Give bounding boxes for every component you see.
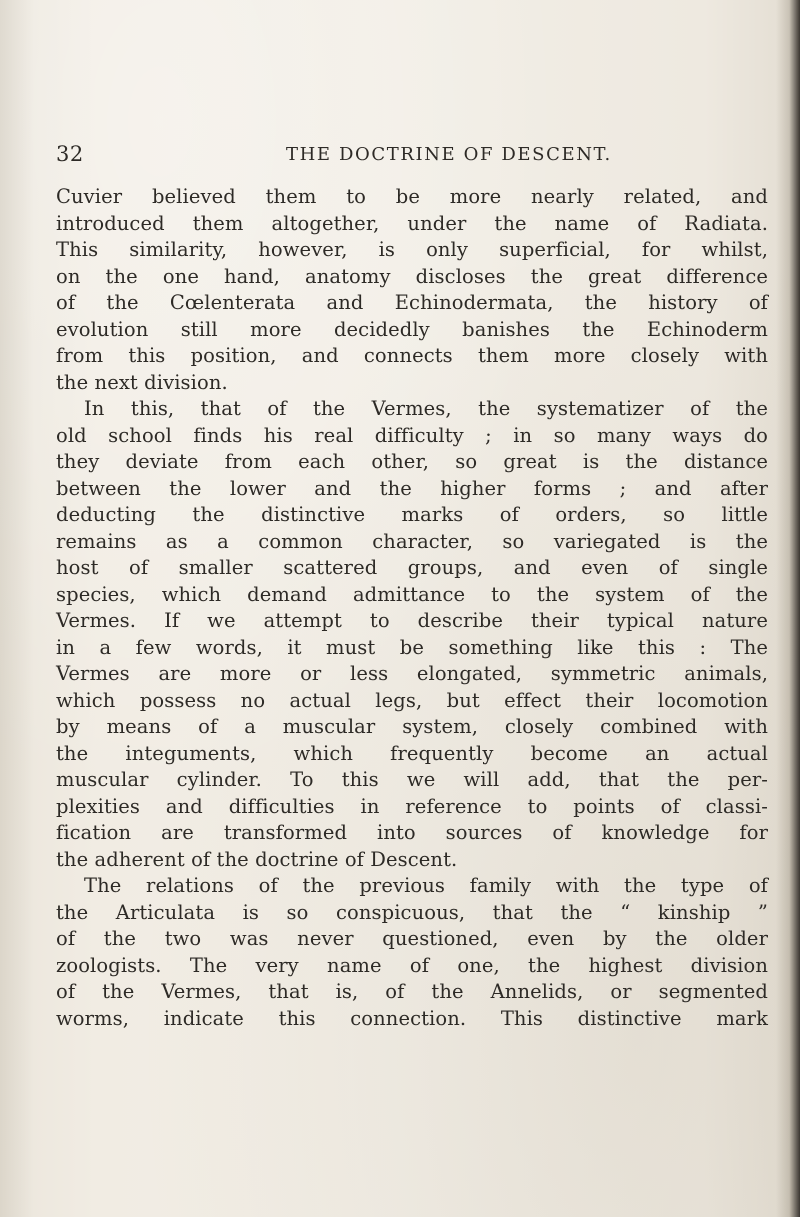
text-line: Vermes are more or less elongated, symmetric animals, <box>56 662 768 685</box>
text-line: of the Vermes, that is, of the Annelids, or segmented <box>56 980 768 1003</box>
text-line: the adherent of the doctrine of Descent. <box>56 847 458 871</box>
text-line: between the lower and the higher forms ; and after <box>56 476 768 500</box>
text-line: in a few words, it must be something like this : The <box>56 635 768 659</box>
text-line: the next division. <box>56 370 228 394</box>
text-line: Cuvier believed them to be more nearly related, and <box>56 185 768 208</box>
page-header <box>56 142 756 172</box>
text-line: of the two was never questioned, even by the older <box>56 927 768 950</box>
page-left-shadow <box>0 0 34 1217</box>
text-line: In this, that of the Vermes, the systematizer of the <box>84 397 768 420</box>
text-line: old school finds his real difficulty ; in so many ways do <box>56 423 768 447</box>
text-line: plexities and difficulties in reference to points of classi- <box>56 794 768 818</box>
text-line: species, which demand admittance to the system of the <box>56 582 768 606</box>
text-line: muscular cylinder. To this we will add, that the per- <box>56 768 768 791</box>
running-head: THE DOCTRINE OF DESCENT. <box>286 144 612 165</box>
page-right-gutter-shadow <box>776 0 800 1217</box>
text-line: evolution still more decidedly banishes the Echinoderm <box>56 317 768 341</box>
text-line: host of smaller scattered groups, and even of single <box>56 556 768 579</box>
text-line: worms, indicate this connection. This distinctive mark <box>56 1006 768 1030</box>
text-line: they deviate from each other, so great is the distance <box>56 450 768 473</box>
text-line: by means of a muscular system, closely combined with <box>56 715 768 738</box>
text-line: of the Cœlenterata and Echinodermata, the history of <box>56 291 768 314</box>
text-line: which possess no actual legs, but effect their locomotion <box>56 688 768 712</box>
text-line: the integuments, which frequently become an actual <box>56 741 768 765</box>
text-line: remains as a common character, so variegated is the <box>56 529 768 553</box>
text-line: Vermes. If we attempt to describe their typical nature <box>56 609 768 632</box>
page-number: 32 <box>56 142 84 166</box>
body-text <box>56 184 768 1032</box>
text-line: introduced them altogether, under the name of Radiata. <box>56 211 768 235</box>
text-line: on the one hand, anatomy discloses the great difference <box>56 264 768 288</box>
text-line: deducting the distinctive marks of orders, so little <box>56 503 768 526</box>
text-line: fication are transformed into sources of knowledge for <box>56 821 768 844</box>
text-line: zoologists. The very name of one, the highest division <box>56 953 768 977</box>
text-line: This similarity, however, is only superficial, for whilst, <box>56 238 768 261</box>
text-line: from this position, and connects them more closely with <box>56 344 768 367</box>
text-line: The relations of the previous family with the type of <box>84 874 768 897</box>
text-line: the Articulata is so conspicuous, that the “ kinship ” <box>56 900 768 924</box>
